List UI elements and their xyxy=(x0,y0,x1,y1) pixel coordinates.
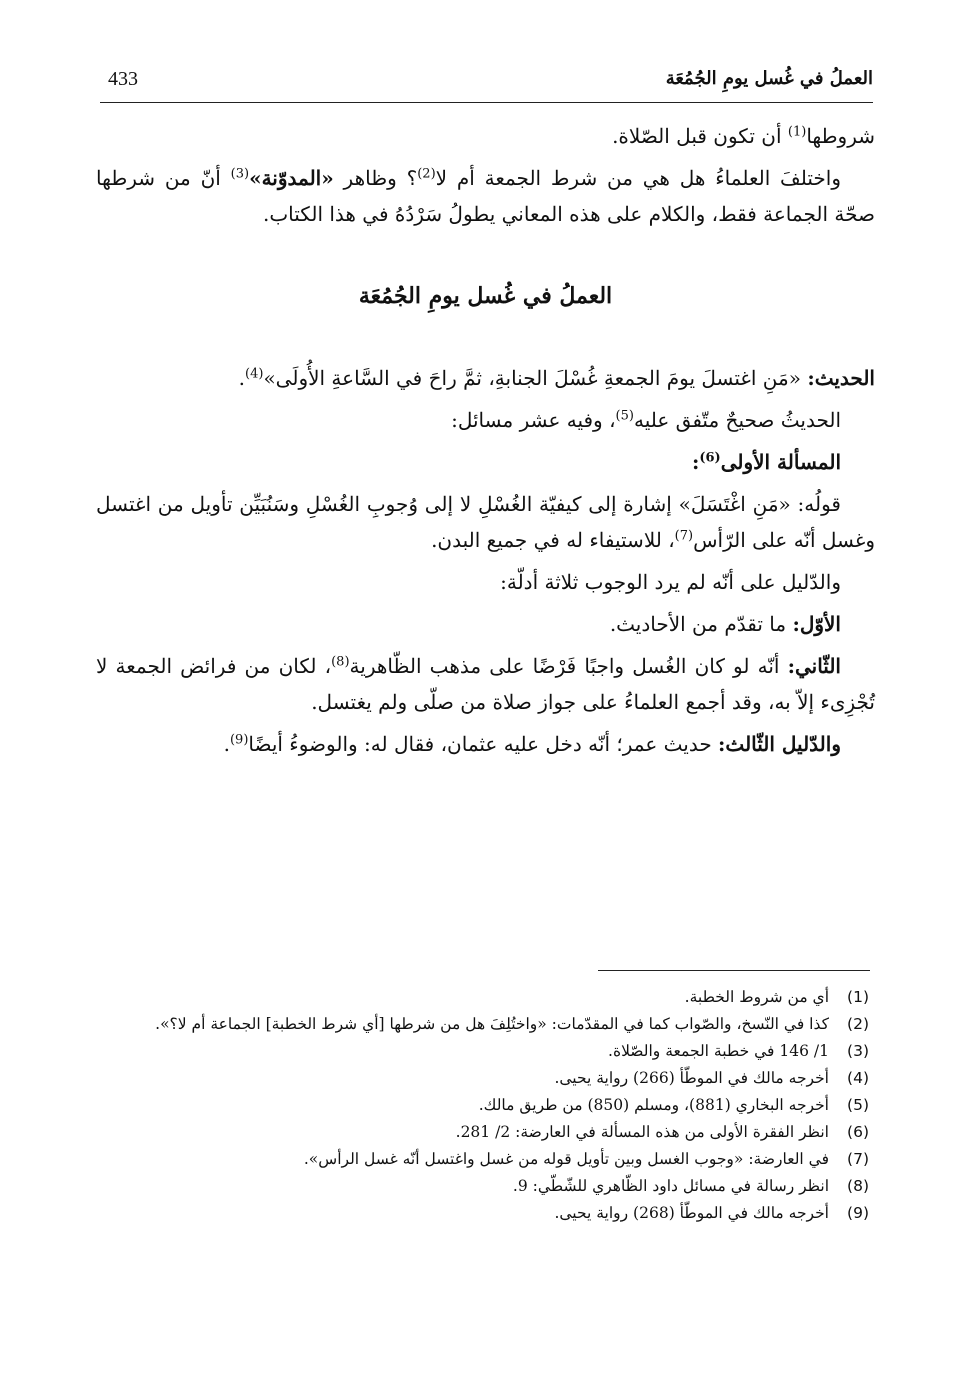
footnote-item: (2) كذا في النّسخ، والصّواب كما في المقدّمات: «واختُلِفَ هل من شرطها [أي شرط الخطبة] الجماعة أم لا؟». xyxy=(155,1015,869,1033)
footnote-divider xyxy=(598,970,870,971)
paragraph: واختلفَ العلماءُ هل هي من شرط الجمعة أم لا$^{(2)}$؟ وظاهر «المدوّنة»$^{(3)}$ أنّ من شرطها صحّة الجماعة فقط، والكلام على هذه المعاني يطولُ سَرْدُهُ في هذا الكتاب. xyxy=(96,166,875,226)
footnote-ref[interactable]: (8) xyxy=(331,654,350,670)
footnote-ref[interactable]: (6) xyxy=(699,450,721,466)
paragraph: شروطها$^{(1)}$ أن تكون قبل الصّلاة. xyxy=(612,124,875,148)
paragraph: الحديثُ صحيحٌ متّفق عليه$^{(5)}$، وفيه عشر مسائل: xyxy=(451,408,841,432)
footnote-item: (6) انظر الفقرة الأولى من هذه المسألة في العارضة: 2/ 281. xyxy=(455,1123,869,1141)
section-heading: العملُ في غُسل يومِ الجُمُعَة xyxy=(358,283,613,309)
footnote-item: (8) انظر رسالة في مسائل داود الظّاهري للشّطّي: 9. xyxy=(512,1177,869,1195)
footnotes xyxy=(110,984,869,1227)
footnote-ref[interactable]: (2) xyxy=(417,166,436,182)
footnote-item: (7) في العارضة: «وجوب الغسل وبين تأويل قوله من غسل واغتسل أنّه غسل الرأس». xyxy=(303,1150,869,1168)
paragraph: والدّليل الثّالث: حديث عمر؛ أنّه دخل عليه عثمان، فقال له: والوضوءُ أيضًا$^{(9)}$. xyxy=(223,732,841,756)
footnote-ref[interactable]: (7) xyxy=(674,528,694,544)
running-title: العملُ في غُسل يومِ الجُمُعَة xyxy=(665,68,873,89)
footnote-ref[interactable]: (3) xyxy=(230,166,250,182)
hadith-paragraph: الحديث: «مَنِ اغتسلَ يومَ الجمعةِ غُسْلَ الجنابةِ، ثمَّ راحَ في السَّاعةِ الأُولَى»$^{(4)}$. xyxy=(238,366,875,390)
footnote-item: (4) أخرجه مالك في الموطّأ (266) رواية يحيى. xyxy=(554,1069,869,1087)
footnote-item: (3) 1/ 146 في خطبة الجمعة والصّلاة. xyxy=(608,1042,869,1060)
main-text xyxy=(96,118,875,768)
paragraph: الثّاني: أنّه لو كان الغُسل واجبًا فَرْضًا على مذهب الظّاهرية$^{(8)}$، لكان من فرائض الجمعة لا تُجْزِىء إلاّ به، وقد أجمع العلماءُ على جواز صلاة من صلّى ولم يغتسل. xyxy=(96,654,875,714)
page-number: 433 xyxy=(108,68,138,90)
issue-heading: المسألة الأولى$^{(6)}$: xyxy=(691,450,841,474)
paragraph: الأوّل: ما تقدّم من الأحاديث. xyxy=(609,612,841,636)
footnote-ref[interactable]: (4) xyxy=(245,366,264,382)
footnote-ref[interactable]: (9) xyxy=(229,732,249,748)
footnote-ref[interactable]: (1) xyxy=(787,124,807,140)
paragraph: والدّليل على أنّه لم يرد الوجوب ثلاثة أدلّة: xyxy=(500,570,841,594)
footnote-item: (1) أي من شروط الخطبة. xyxy=(684,988,869,1006)
footnote-ref[interactable]: (5) xyxy=(615,408,634,424)
paragraph: قولُه: «مَنِ اغْتَسَلَ» إشارة إلى كيفيّة الغُسْلِ لا إلى وُجوبِ الغُسْلِ وسَنُبَيِّن تأويل من اغتسل وغسل أنّه على الرّأس$^{(7)}$، للاستيفاء له في جميع البدن. xyxy=(96,492,875,552)
hadith-label: الحديث: xyxy=(807,366,875,390)
footnote-item: (5) أخرجه البخاري (881)، ومسلم (850) من طريق مالك. xyxy=(478,1096,869,1114)
running-header xyxy=(100,68,873,103)
footnote-item: (9) أخرجه مالك في الموطّأ (268) رواية يحيى. xyxy=(554,1204,869,1222)
